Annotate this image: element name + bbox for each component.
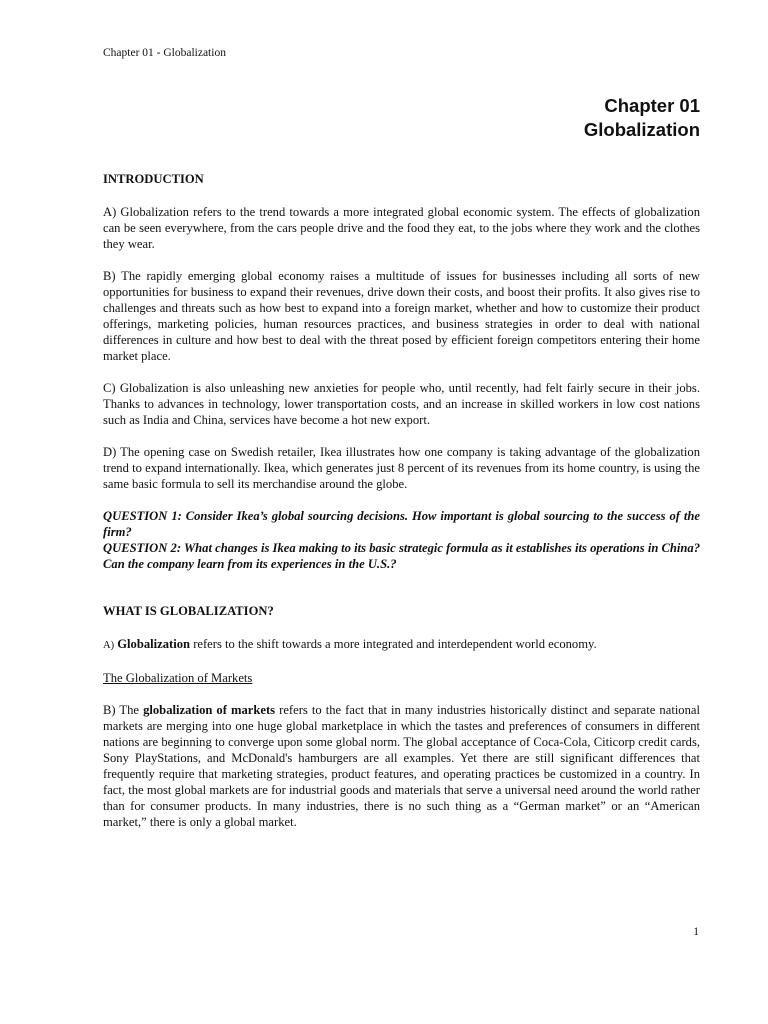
paragraph-label: A)	[103, 640, 115, 651]
page-number: 1	[693, 926, 699, 938]
introduction-heading: INTRODUCTION	[103, 172, 204, 186]
chapter-name: Globalization	[583, 119, 700, 140]
intro-paragraph-c: C) Globalization is also unleashing new anxieties for people who, until recently, had felt fairly secure in their jobs. Thanks to advances in technology, lower transportation costs, and an increase in skilled workers in low cost nations such as India and China, services have become a hot new export.	[103, 381, 700, 427]
running-header: Chapter 01 - Globalization	[103, 47, 226, 59]
question-2: QUESTION 2: What changes is Ikea making to its basic strategic formula as it establishes its operations in China? Can the company learn from its experiences in the U.S.?	[103, 541, 700, 571]
globalization-definition-paragraph	[103, 636, 700, 654]
key-term-globalization: Globalization	[117, 637, 191, 651]
markets-paragraph-text: refers to the fact that in many industries historically distinct and separate national markets are merging into one huge global marketplace in which the tastes and preferences of consumers in different nations are beginning to converge upon some global norm. The global acceptance of Coca-Cola, Citicorp credit cards, Sony PlayStations, and McDonald's hamburgers are all examples. Yet there are still significant differences that frequently require that marketing strategies, product features, and operating practices be customized in a country. In fact, the most global markets are for industrial goods and materials that serve a universal need around the world rather than for consumer products. In many industries, there is no such thing as a “German market” or an “American market,” there is only a global market.	[103, 703, 700, 829]
globalization-of-markets-paragraph	[103, 702, 700, 830]
definition-text: refers to the shift towards a more integrated and interdependent world economy.	[193, 637, 597, 651]
globalization-of-markets-subheading: The Globalization of Markets	[103, 671, 253, 685]
key-term-globalization-of-markets: globalization of markets	[143, 703, 276, 717]
chapter-number: Chapter 01	[604, 95, 700, 116]
document-body	[103, 171, 700, 830]
intro-paragraph-a: A) Globalization refers to the trend towards a more integrated global economic system. The effects of globalization can be seen everywhere, from the cars people drive and the food they eat, to the jobs where they work and the clothes they wear.	[103, 205, 700, 251]
chapter-title	[584, 94, 700, 142]
question-1: QUESTION 1: Consider Ikea’s global sourcing decisions. How important is global sourcing to the success of the firm?	[103, 509, 700, 539]
intro-paragraph-d: D) The opening case on Swedish retailer, Ikea illustrates how one company is taking advantage of the globalization trend to expand internationally. Ikea, which generates just 8 percent of its revenues from its home country, is using the same basic formula to sell its merchandise around the globe.	[103, 445, 700, 491]
what-is-globalization-heading: WHAT IS GLOBALIZATION?	[103, 604, 274, 618]
intro-paragraph-b: B) The rapidly emerging global economy raises a multitude of issues for businesses including all sorts of new opportunities for business to expand their revenues, drive down their costs, and boost their profits. It also gives rise to challenges and threats such as how best to expand into a foreign market, whether and how to customize their product offerings, marketing policies, human resources practices, and business strategies in order to deal with national differences in culture and how best to deal with the threat posed by efficient foreign competitors entering their home market place.	[103, 269, 700, 363]
paragraph-prefix: B) The	[103, 703, 140, 717]
